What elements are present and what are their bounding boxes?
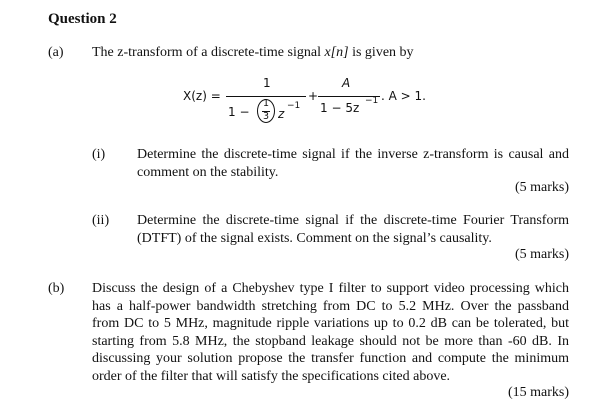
part-b-text: Discuss the design of a Chebyshev type I filter to support video processing which has a half-power bandwidth stretching from DC to 5.2 MHz. Over the passband from DC to 5 MHz, magnitude ripple variations up to 0.2 dB can be tolerated, but starting from 5.8 MHz, the stopband leakage should not be more than -60 dB. In discussing your solution propose the transfer function and compute the minimum order of the filter that will satisfy the specifications cited above. (92, 281, 569, 384)
part-a-i-marks: (5 marks) (514, 180, 569, 195)
part-a-i-text: Determine the discrete-time signal if the inverse z-transform is causal and comment on the stability. (137, 147, 569, 180)
part-a-intro-suffix: is given by (348, 45, 414, 60)
term2-denominator: 1 − 5z (320, 101, 360, 115)
term1-fraction-bar (226, 96, 306, 97)
term2-exponent: −1 (365, 96, 379, 106)
term1-inner-denominator: 3 (262, 111, 270, 122)
term2-numerator: A (342, 76, 351, 90)
part-b-marks: (15 marks) (507, 385, 569, 400)
term1-exponent: −1 (287, 101, 301, 111)
formula-plus: + (308, 89, 319, 103)
part-a-intro-prefix: The z-transform of a discrete-time signal (92, 45, 325, 60)
part-a-ii-marks: (5 marks) (514, 247, 569, 262)
term1-numerator: 1 (263, 76, 271, 90)
formula-condition: . A > 1. (381, 89, 426, 103)
part-a-ii-label: (ii) (92, 213, 110, 228)
term1-z: z (278, 107, 285, 121)
part-a-ii-text: Determine the discrete-time signal if the discrete-time Fourier Transform (DTFT) of the signal exists. Comment on the signal’s causality. (137, 213, 569, 246)
part-a-intro (92, 44, 562, 62)
part-a-label: (a) (48, 45, 64, 60)
term1-denominator-one: 1 − (228, 105, 250, 119)
part-b-label: (b) (48, 281, 65, 296)
term1-inner-numerator: 1 (262, 98, 270, 109)
question-title: Question 2 (48, 11, 117, 27)
formula-lhs: X(z) = (183, 89, 221, 103)
signal-name: x[n] (324, 45, 349, 60)
part-a-i-label: (i) (92, 147, 106, 162)
